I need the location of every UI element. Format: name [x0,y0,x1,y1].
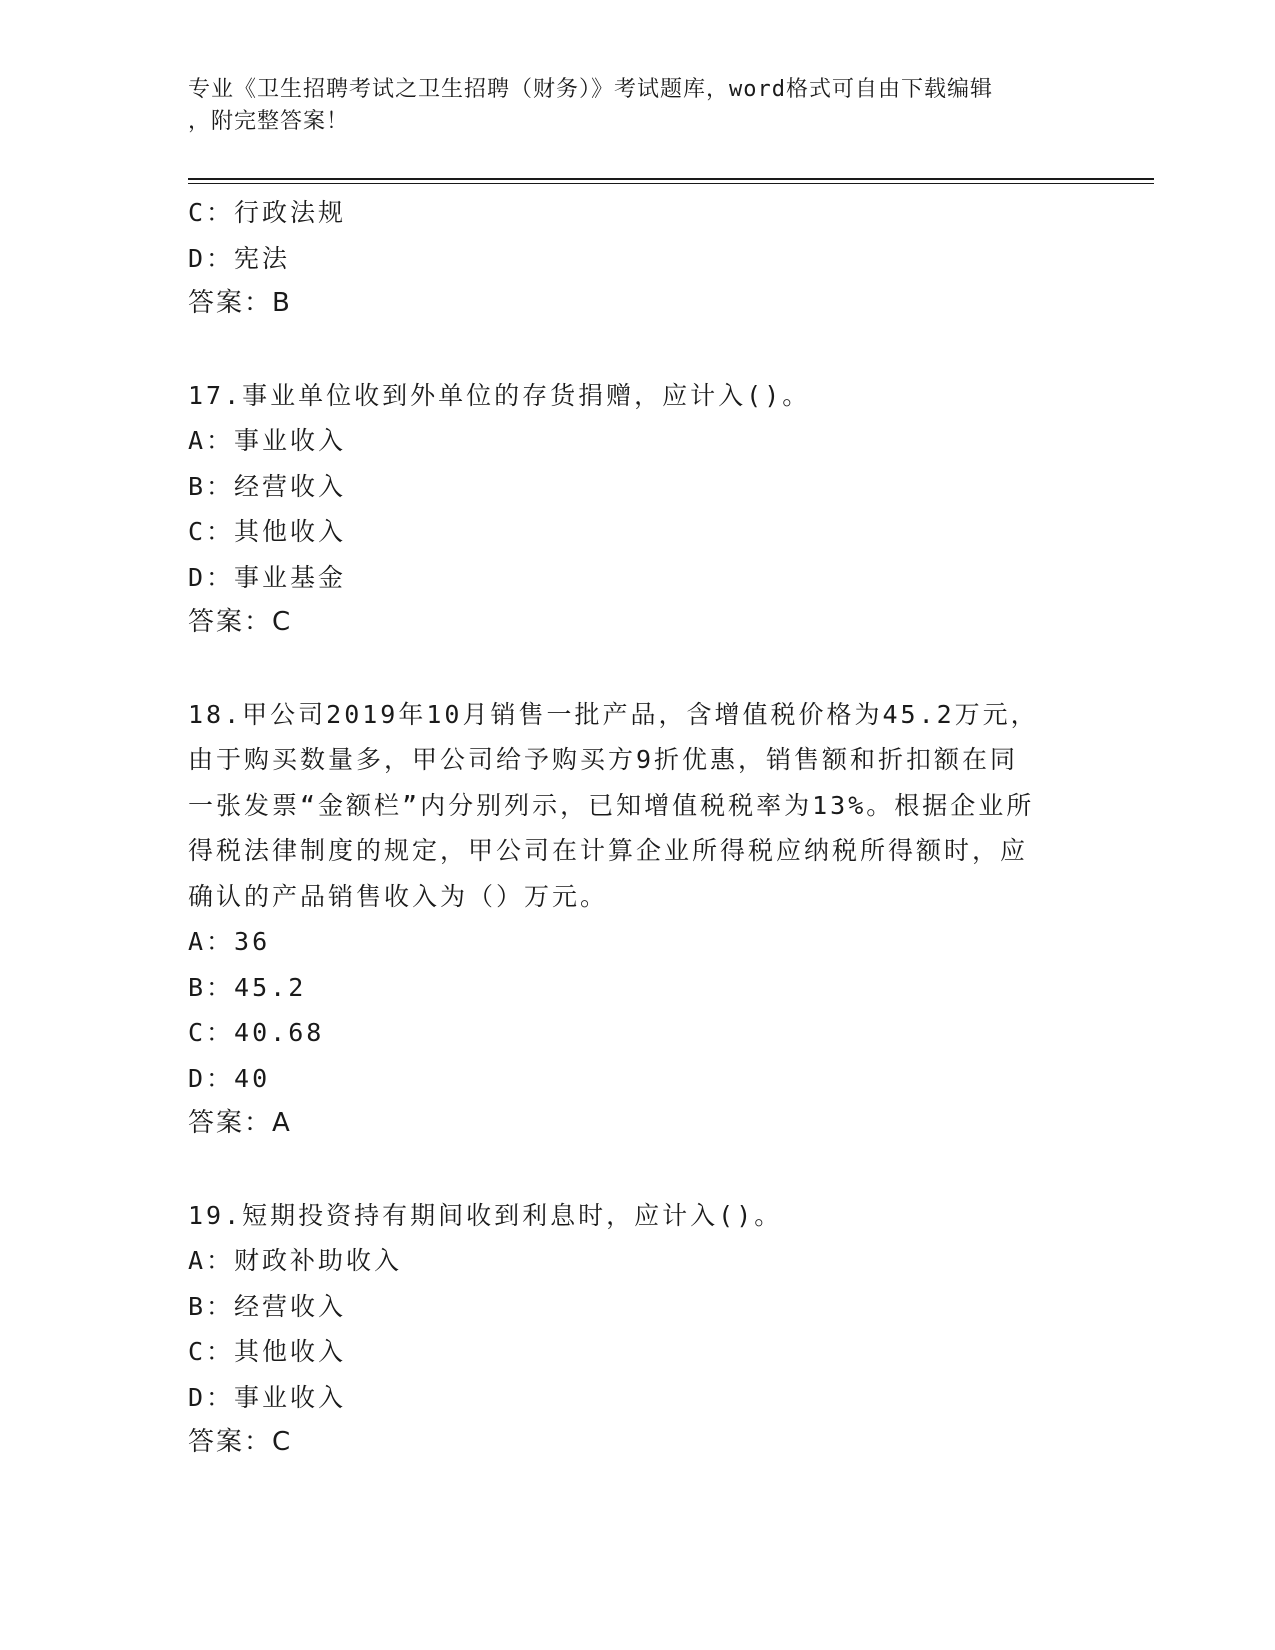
answer-line: 答案：C [188,607,293,637]
question-stem-line: 18.甲公司2019年10月销售一批产品，含增值税价格为45.2万元， [188,699,1039,729]
question-18 [188,692,1088,1147]
question-16-continued [188,190,1088,327]
question-stem: 17.事业单位收到外单位的存货捐赠，应计入()。 [188,380,811,410]
option-a: A：事业收入 [188,426,347,455]
question-stem: 19.短期投资持有期间收到利息时，应计入()。 [188,1200,783,1230]
option-b: B：经营收入 [188,1291,347,1321]
document-header [188,74,1088,138]
option-d: D：事业基金 [188,562,347,592]
option-c: C：40.68 [188,1018,325,1047]
spacer [188,327,1088,373]
answer-line: 答案：B [188,288,292,318]
spacer [188,1147,1088,1193]
question-stem-line: 一张发票“金额栏”内分别列示，已知增值税税率为13%。根据企业所 [188,790,1035,820]
header-divider-thick [188,178,1154,180]
option-c: C：行政法规 [188,198,347,227]
answer-line: 答案：C [188,1427,293,1457]
question-19 [188,1193,1088,1466]
option-b: B：45.2 [188,972,307,1002]
question-stem-line: 由于购买数量多，甲公司给予购买方9折优惠，销售额和折扣额在同 [188,745,1019,774]
option-c: C：其他收入 [188,1337,347,1366]
header-line-1: 专业《卫生招聘考试之卫生招聘（财务）》考试题库，word格式可自由下载编辑 [188,77,993,102]
answer-line: 答案：A [188,1108,292,1138]
option-c: C：其他收入 [188,517,347,546]
question-content [188,190,1088,1466]
option-a: A：财政补助收入 [188,1246,403,1275]
header-line-2: ，附完整答案！ [188,109,350,134]
option-b: B：经营收入 [188,471,347,501]
option-d: D：40 [188,1063,271,1093]
option-d: D：宪法 [188,243,291,273]
option-a: A：36 [188,927,271,956]
question-17 [188,373,1088,646]
header-divider-thin [188,183,1154,184]
question-stem-line: 得税法律制度的规定，甲公司在计算企业所得税应纳税所得额时，应 [188,836,1029,865]
option-d: D：事业收入 [188,1382,347,1412]
spacer [188,646,1088,692]
question-stem-line: 确认的产品销售收入为（）万元。 [188,881,609,911]
